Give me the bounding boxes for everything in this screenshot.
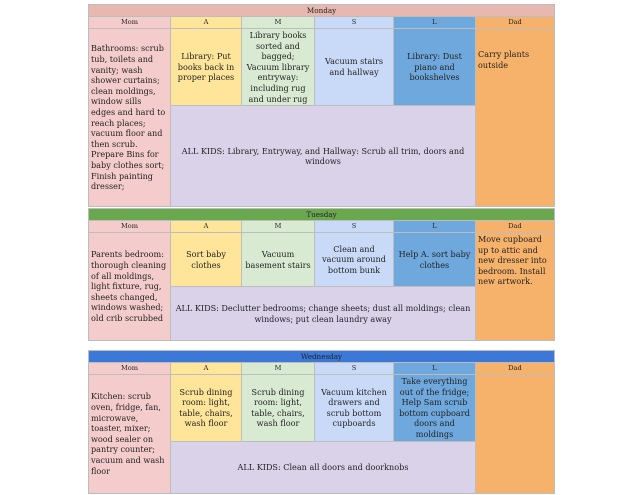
tuesday-m-task: Vacuum basement stairs — [242, 233, 315, 287]
column-header-l: L — [394, 221, 476, 233]
column-header-a: A — [171, 363, 242, 375]
column-header-s: S — [315, 221, 394, 233]
column-header-m: M — [242, 221, 315, 233]
column-header-l: L — [394, 17, 476, 29]
tuesday-all-kids-task: ALL KIDS: Declutter bedrooms; change sheets; dust all moldings; clean windows; put clean laundry away — [171, 287, 476, 341]
monday-all-kids-task: ALL KIDS: Library, Entryway, and Hallway: Scrub all trim, doors and windows — [171, 106, 476, 207]
column-header-mom: Mom — [89, 363, 171, 375]
day-header-tuesday: Tuesday — [89, 209, 555, 221]
wednesday-l-task: Take everything out of the fridge; Help Sam scrub bottom cupboard doors and moldings — [394, 375, 476, 442]
tuesday-a-task: Sort baby clothes — [171, 233, 242, 287]
column-header-mom: Mom — [89, 221, 171, 233]
column-header-a: A — [171, 221, 242, 233]
tuesday-s-task: Clean and vacuum around bottom bunk — [315, 233, 394, 287]
wednesday-m-task: Scrub dining room: light, table, chairs, wash floor — [242, 375, 315, 442]
wednesday-s-task: Vacuum kitchen drawers and scrub bottom cupboards — [315, 375, 394, 442]
column-header-l: L — [394, 363, 476, 375]
column-header-s: S — [315, 363, 394, 375]
monday-s-task: Vacuum stairs and hallway — [315, 29, 394, 106]
column-header-m: M — [242, 17, 315, 29]
column-header-s: S — [315, 17, 394, 29]
monday-a-task: Library: Put books back in proper places — [171, 29, 242, 106]
day-header-wednesday: Wednesday — [89, 351, 555, 363]
column-header-m: M — [242, 363, 315, 375]
monday-mom-task: Bathrooms: scrub tub, toilets and vanity; wash shower curtains; clean moldings, window sills edges and hard to reach places; vacuum floor and then scrub. Prepare Bins for baby clothes sort; Finish painting dresser; — [89, 29, 171, 207]
column-header-a: A — [171, 17, 242, 29]
column-header-mom: Mom — [89, 17, 171, 29]
wednesday-schedule-table — [88, 350, 555, 494]
monday-l-task: Library: Dust piano and bookshelves — [394, 29, 476, 106]
tuesday-l-task: Help A. sort baby clothes — [394, 233, 476, 287]
monday-schedule-table — [88, 4, 555, 207]
wednesday-a-task: Scrub dining room: light, table, chairs, wash floor — [171, 375, 242, 442]
wednesday-all-kids-task: ALL KIDS: Clean all doors and doorknobs — [171, 441, 476, 493]
wednesday-dad-task — [476, 375, 555, 494]
column-header-dad: Dad — [476, 17, 555, 29]
monday-dad-task: Carry plants outside — [476, 29, 555, 207]
monday-m-task: Library books sorted and bagged; Vacuum library entryway: including rug and under rug — [242, 29, 315, 106]
day-header-monday: Monday — [89, 5, 555, 17]
column-header-dad: Dad — [476, 363, 555, 375]
tuesday-mom-task: Parents bedroom: thorough cleaning of all moldings, light fixture, rug, sheets changed, windows washed; old crib scrubbed — [89, 233, 171, 341]
wednesday-mom-task: Kitchen: scrub oven, fridge, fan, microwave, toaster, mixer; wood sealer on pantry counter; vacuum and wash floor — [89, 375, 171, 494]
column-header-dad: Dad — [476, 221, 555, 233]
tuesday-dad-task: Move cupboard up to attic and new dresser into bedroom. Install new artwork. — [476, 233, 555, 341]
tuesday-schedule-table — [88, 208, 555, 341]
